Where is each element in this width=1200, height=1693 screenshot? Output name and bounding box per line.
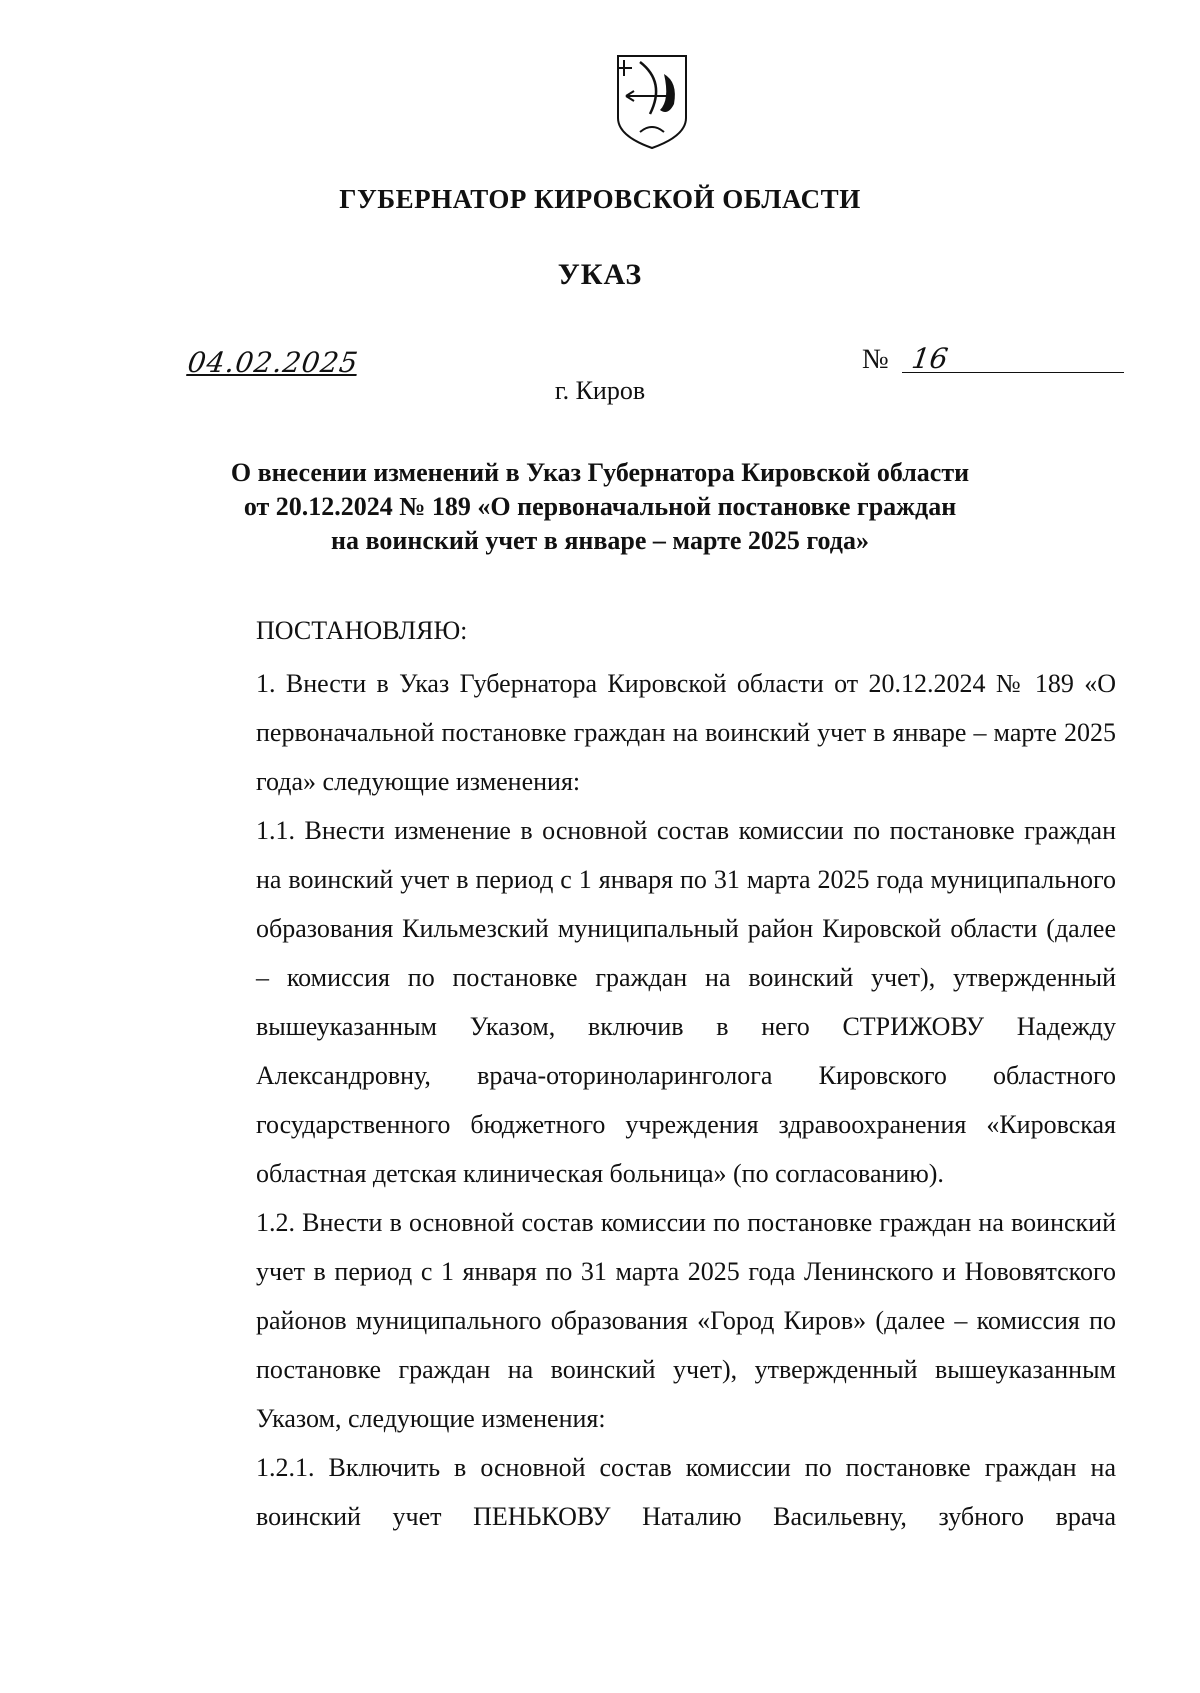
- title-line: на воинский учет в январе – марте 2025 года»: [331, 526, 869, 555]
- paragraph-1-2-1: 1.2.1. Включить в основной состав комиссии по постановке граждан на воинский учет ПЕНЬКОВУ Наталию Васильевну, зубного врача: [256, 1453, 1116, 1531]
- decree-formula: ПОСТАНОВЛЯЮ:: [256, 616, 468, 645]
- paragraph-1-1: 1.1. Внести изменение в основной состав комиссии по постановке граждан на воинский учет в период с 1 января по 31 марта 2025 года муниципального образования Кильмезский муниципальный район Кировской области (далее – комиссия по постановке граждан на воинский учет), утвержденный вышеуказанным Указом, включив в него СТРИЖОВУ Надежду Александровну, врача-оториноларинголога Кировского областного государственного бюджетного учреждения здравоохранения «Кировская областная детская клиническая больница» (по согласованию).: [256, 816, 1116, 1188]
- city: г. Киров: [554, 376, 646, 405]
- title-line: от 20.12.2024 № 189 «О первоначальной постановке граждан: [243, 492, 957, 521]
- decree-number: 16: [909, 342, 950, 375]
- issuing-authority: ГУБЕРНАТОР КИРОВСКОЙ ОБЛАСТИ: [339, 184, 861, 214]
- decree-title: [200, 456, 1000, 558]
- document-type: УКАЗ: [557, 258, 643, 291]
- title-line: О внесении изменений в Указ Губернатора Кировской области: [230, 458, 970, 487]
- paragraph-1: 1. Внести в Указ Губернатора Кировской области от 20.12.2024 № 189 «О первоначальной постановке граждан на воинский учет в январе – марте 2025 года» следующие изменения:: [256, 669, 1116, 796]
- paragraph-1-2: 1.2. Внести в основной состав комиссии по постановке граждан на воинский учет в период с 1 января по 31 марта 2025 года Ленинского и Нововятского районов муниципального образования «Город Киров» (далее – комиссия по постановке граждан на воинский учет), утвержденный вышеуказанным Указом, следующие изменения:: [256, 1208, 1116, 1433]
- decree-date: 04.02.2025: [185, 346, 361, 379]
- coat-of-arms-icon: [614, 52, 690, 152]
- decree-body: [186, 606, 1116, 1541]
- number-label: №: [862, 344, 889, 375]
